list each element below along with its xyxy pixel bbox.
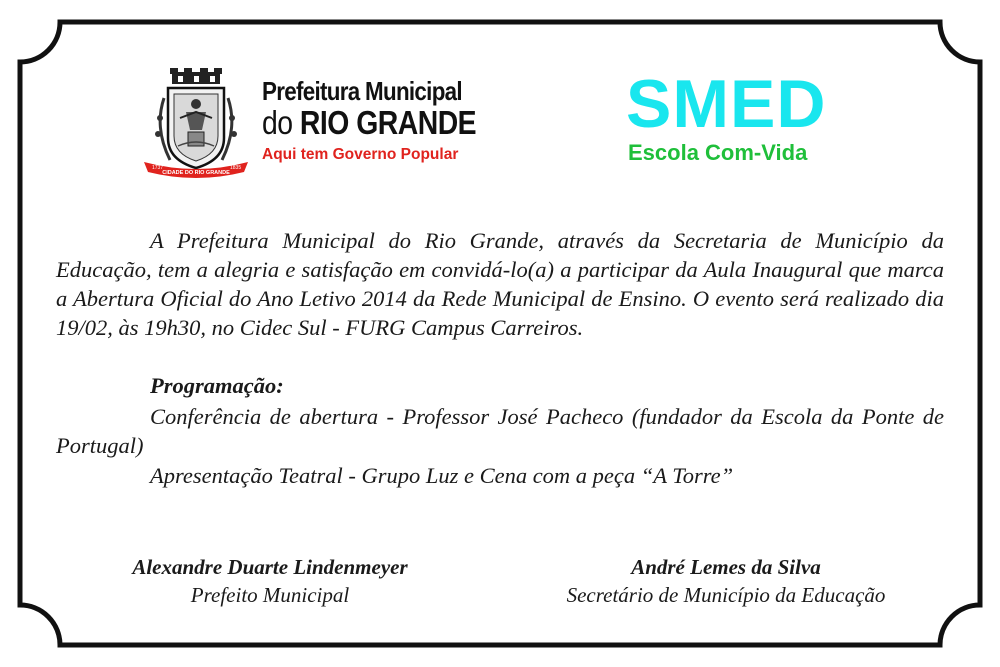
- program-item: [56, 402, 944, 460]
- signature-title: Prefeito Municipal: [190, 583, 350, 607]
- program-item-2: Apresentação Teatral - Grupo Luz e Cena com a peça “A Torre”: [150, 463, 734, 488]
- smed-subtitle: Escola Com-Vida: [628, 140, 808, 165]
- prefeitura-logo: [140, 68, 477, 183]
- invitation-text: A Prefeitura Municipal do Rio Grande, através da Secretaria de Município da Educação, tem a alegria e satisfação em convidá-lo(a) a participar da Aula Inaugural que marca a Abertura Oficial do Ano Letivo 2014 da Rede Municipal de Ensino. O evento será realizado dia 19/02, às 19h30, no Cidec Sul - FURG Campus Carreiros.: [56, 228, 944, 340]
- prefeitura-name: Prefeitura Municipal: [262, 76, 462, 106]
- signature-name: Alexandre Duarte Lindenmeyer: [132, 555, 408, 579]
- smed-title: SMED: [626, 66, 827, 142]
- crest-year-right: 1835: [230, 165, 242, 171]
- signature-title: Secretário de Município da Educação: [566, 583, 886, 607]
- signature-mayor: [100, 553, 440, 609]
- prefeitura-slogan: Aqui tem Governo Popular: [262, 146, 459, 163]
- program-item-1-text: Conferência de abertura - Professor José Pacheco (fundador da Escola da Ponte de Portugal): [56, 404, 944, 458]
- prefeitura-city: RIO GRANDE: [299, 104, 477, 141]
- signature-name: André Lemes da Silva: [631, 555, 821, 579]
- prefeitura-do: do: [262, 104, 293, 141]
- invitation-paragraph: [56, 226, 944, 342]
- program-title: Programação:: [150, 373, 284, 398]
- crest-banner: CIDADE DO RIO GRANDE: [162, 170, 230, 176]
- prefeitura-city-line: [262, 104, 476, 142]
- coat-of-arms-icon: [140, 68, 252, 183]
- signature-secretary: [528, 553, 924, 609]
- crest-year-left: 1737: [152, 165, 164, 171]
